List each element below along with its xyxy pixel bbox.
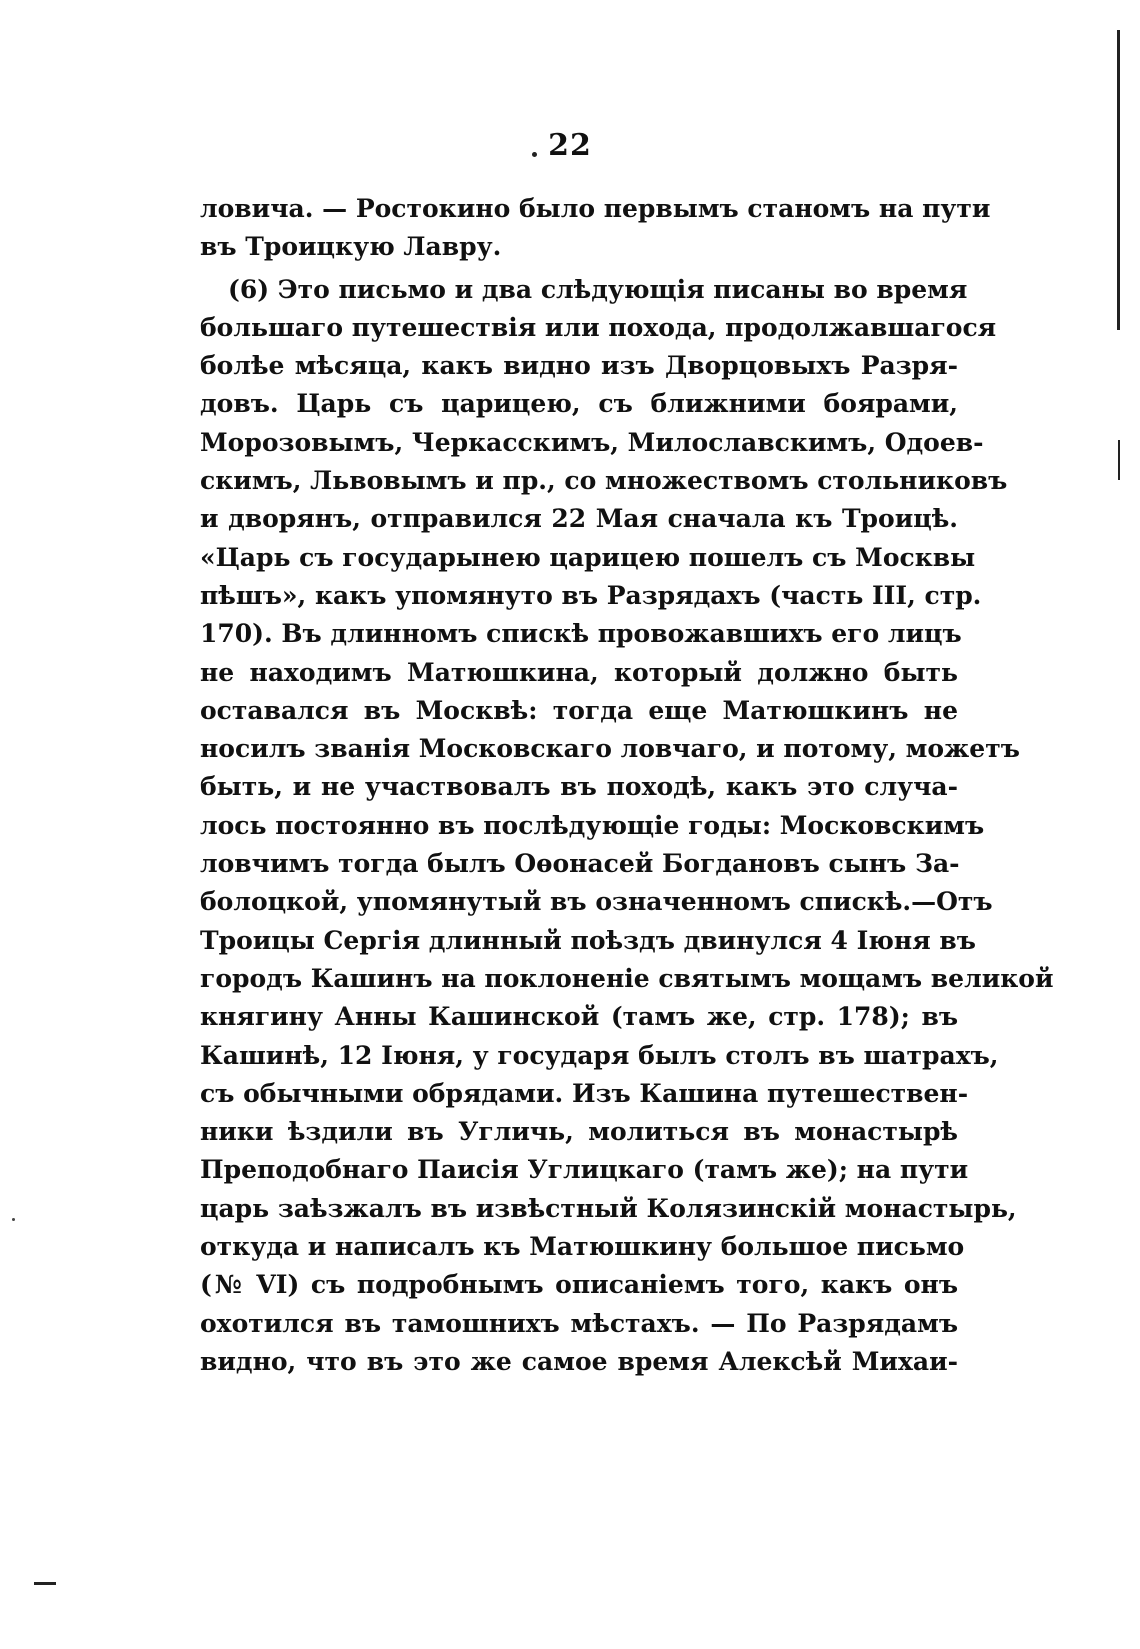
- text-line: ловича. — Ростокино было первымъ станомъ на пути: [200, 194, 991, 223]
- text-line: въ Троицкую Лавру.: [200, 232, 502, 262]
- text-line: ники ѣздили въ Угличь, молиться въ монастырѣ: [200, 1117, 958, 1147]
- text-line: 170). Въ длинномъ спискѣ провожавшихъ его лицъ: [200, 619, 962, 649]
- text-line: большаго путешествія или похода, продолжавшагося: [200, 312, 997, 342]
- page-edge-line: [1117, 30, 1120, 330]
- page-edge-line-lower: [1118, 440, 1120, 480]
- text-line: Преподобнаго Паисія Углицкаго (тамъ же); на пути: [200, 1155, 969, 1185]
- text-line: Кашинѣ, 12 Іюня, у государя былъ столъ въ шатрахъ,: [200, 1040, 999, 1070]
- text-line: лось постоянно въ послѣдующіе годы: Московскимъ: [200, 810, 985, 840]
- text-line: царь заѣзжалъ въ извѣстный Колязинскій монастырь,: [200, 1193, 1017, 1223]
- text-line: и дворянъ, отправился 22 Мая сначала къ Троицѣ.: [200, 504, 958, 534]
- text-line: откуда и написалъ къ Матюшкину большое письмо: [200, 1232, 965, 1262]
- text-line: (6) Это письмо и два слѣдующія писаны во время: [228, 274, 968, 304]
- text-line: княгину Анны Кашинской (тамъ же, стр. 178); въ: [200, 1002, 958, 1032]
- text-line: скимъ, Львовымъ и пр., со множествомъ стольниковъ: [200, 466, 1008, 496]
- text-line: болоцкой, упомянутый въ означенномъ спискѣ.—Отъ: [200, 887, 993, 917]
- text-line: Морозовымъ, Черкасскимъ, Милославскимъ, Одоев-: [200, 427, 984, 457]
- text-line: болѣе мѣсяца, какъ видно изъ Дворцовыхъ Разря-: [200, 351, 958, 381]
- text-line: охотился въ тамошнихъ мѣстахъ. — По Разрядамъ: [200, 1308, 958, 1338]
- text-line: городъ Кашинъ на поклоненіе святымъ мощамъ великой: [200, 963, 1054, 993]
- text-line: пѣшъ», какъ упомянуто въ Разрядахъ (часть III, стр.: [200, 580, 982, 610]
- page-number-text: 22: [548, 128, 592, 163]
- scan-speck: [12, 1218, 15, 1221]
- scan-dash-mark: [34, 1582, 56, 1585]
- text-line: ловчимъ тогда былъ Оѳонасей Богдановъ сынъ За-: [200, 849, 960, 879]
- text-line: (№ VI) съ подробнымъ описаніемъ того, какъ онъ: [200, 1270, 958, 1300]
- text-line: оставался въ Москвѣ: тогда еще Матюшкинъ не: [200, 695, 958, 725]
- text-line: быть, и не участвовалъ въ походѣ, какъ это случа-: [200, 772, 958, 802]
- text-line: довъ. Царь съ царицею, съ ближними боярами,: [200, 389, 958, 419]
- text-line: съ обычными обрядами. Изъ Кашина путешествен-: [200, 1078, 969, 1108]
- body-text: [200, 190, 1054, 1381]
- page-number-dot: [532, 152, 537, 157]
- text-line: видно, что въ это же самое время Алексѣй Михаи-: [200, 1346, 958, 1376]
- page-number: [0, 128, 1140, 163]
- text-line: «Царь съ государынею царицею пошелъ съ Москвы: [200, 542, 976, 572]
- text-line: не находимъ Матюшкина, который должно быть: [200, 657, 958, 687]
- text-line: носилъ званія Московскаго ловчаго, и потому, можетъ: [200, 734, 1020, 764]
- text-line: Троицы Сергія длинный поѣздъ двинулся 4 Іюня въ: [200, 925, 976, 955]
